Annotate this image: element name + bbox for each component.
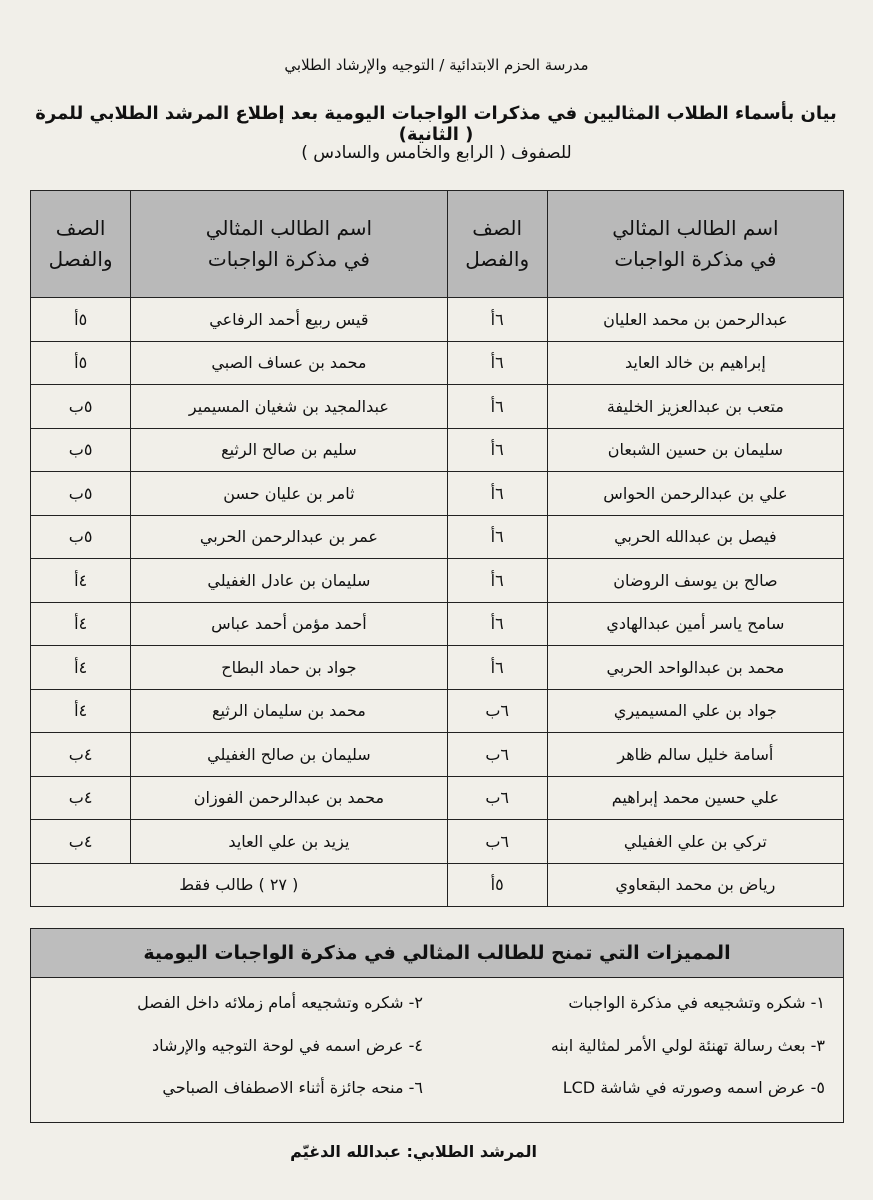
student-name-cell: إبراهيم بن خالد العايد	[547, 341, 843, 385]
counselor-signature: المرشد الطلابي: عبدالله الدغيّم	[290, 1142, 537, 1161]
table-row	[31, 646, 844, 690]
student-name-cell: سليمان بن صالح الغفيلي	[131, 733, 447, 777]
document-subtitle: للصفوف ( الرابع والخامس والسادس )	[301, 143, 572, 163]
student-name-cell: محمد بن عبدالرحمن الفوزان	[131, 776, 447, 820]
student-name-cell: جواد بن علي المسيميري	[547, 689, 843, 733]
student-class-cell: ٦أ	[447, 298, 547, 342]
student-name-cell: متعب بن عبدالعزيز الخليفة	[547, 385, 843, 429]
student-name-cell: عبدالرحمن بن محمد العليان	[547, 298, 843, 342]
student-class-cell: ٦ب	[447, 733, 547, 777]
student-name-cell: فيصل بن عبدالله الحربي	[547, 515, 843, 559]
column-header-line: في مذكرة الواجبات	[614, 247, 777, 271]
document-title: بيان بأسماء الطلاب المثاليين في مذكرات الواجبات اليومية بعد إطلاع المرشد الطلابي للمرة ( الثانية)	[35, 103, 837, 145]
student-class-cell: ٦أ	[447, 472, 547, 516]
table-row	[31, 820, 844, 864]
student-name-cell: علي حسين محمد إبراهيم	[547, 776, 843, 820]
student-class-cell: ٤أ	[31, 646, 131, 690]
student-class-cell: ٦أ	[447, 602, 547, 646]
column-header-line: اسم الطالب المثالي	[205, 216, 373, 240]
student-name-cell: عمر بن عبدالرحمن الحربي	[131, 515, 447, 559]
student-class-cell: ٦أ	[447, 515, 547, 559]
table-row	[31, 472, 844, 516]
feature-item: ٤- عرض اسمه في لوحة التوجيه والإرشاد	[151, 1036, 423, 1055]
table-row	[31, 776, 844, 820]
student-name-cell: أحمد مؤمن أحمد عباس	[131, 602, 447, 646]
student-name-cell: جواد بن حماد البطاح	[131, 646, 447, 690]
column-header-name-right	[547, 191, 843, 298]
table-row	[31, 559, 844, 603]
table-header-row	[31, 191, 844, 298]
student-class-cell: ٥أ	[31, 298, 131, 342]
column-header-line: الصف	[472, 216, 522, 240]
student-class-cell: ٥ب	[31, 515, 131, 559]
features-title: المميزات التي تمنح للطالب المثالي في مذكرة الواجبات اليومية	[30, 928, 844, 978]
column-header-line: والفصل	[465, 247, 530, 271]
student-class-cell: ٦أ	[447, 385, 547, 429]
student-class-cell: ٦ب	[447, 776, 547, 820]
student-name-cell: علي بن عبدالرحمن الحواس	[547, 472, 843, 516]
student-class-cell: ٤أ	[31, 689, 131, 733]
student-class-cell: ٥ب	[31, 385, 131, 429]
column-header-line: والفصل	[48, 247, 113, 271]
student-name-cell: أسامة خليل سالم ظاهر	[547, 733, 843, 777]
student-name-cell: يزيد بن علي العايد	[131, 820, 447, 864]
student-name-cell: عبدالمجيد بن شغيان المسيمير	[131, 385, 447, 429]
student-name-cell: قيس ربيع أحمد الرفاعي	[131, 298, 447, 342]
table-row	[31, 298, 844, 342]
column-header-class-right	[447, 191, 547, 298]
student-class-cell: ٤ب	[31, 733, 131, 777]
student-class-cell: ٦أ	[447, 559, 547, 603]
feature-item: ٥- عرض اسمه وصورته في شاشة LCD	[562, 1078, 825, 1097]
student-name-cell: رياض بن محمد البقعاوي	[547, 863, 843, 907]
student-name-cell: محمد بن عبدالواحد الحربي	[547, 646, 843, 690]
table-row	[31, 341, 844, 385]
table-row	[31, 385, 844, 429]
student-name-cell: سامح ياسر أمين عبدالهادي	[547, 602, 843, 646]
student-class-cell: ٦أ	[447, 341, 547, 385]
student-name-cell: تركي بن علي الغفيلي	[547, 820, 843, 864]
table-row	[31, 689, 844, 733]
total-count-cell: ( ٢٧ ) طالب فقط	[31, 863, 448, 907]
table-row	[31, 602, 844, 646]
student-name-cell: سليمان بن حسين الشبعان	[547, 428, 843, 472]
column-header-name-left	[131, 191, 447, 298]
students-table	[30, 190, 844, 907]
student-class-cell: ٦ب	[447, 689, 547, 733]
student-class-cell: ٦أ	[447, 428, 547, 472]
student-name-cell: سليم بن صالح الرثيع	[131, 428, 447, 472]
student-class-cell: ٥ب	[31, 428, 131, 472]
student-name-cell: سليمان بن عادل الغفيلي	[131, 559, 447, 603]
student-class-cell: ٦ب	[447, 820, 547, 864]
student-name-cell: ثامر بن عليان حسن	[131, 472, 447, 516]
features-list	[30, 978, 844, 1123]
column-header-class-left	[31, 191, 131, 298]
feature-item: ٣- بعث رسالة تهنئة لولي الأمر لمثالية ابنه	[550, 1036, 825, 1055]
student-class-cell: ٥ب	[31, 472, 131, 516]
feature-item: ٦- منحه جائزة أثناء الاصطفاف الصباحي	[162, 1078, 423, 1097]
column-header-line: اسم الطالب المثالي	[612, 216, 779, 240]
student-name-cell: صالح بن يوسف الروضان	[547, 559, 843, 603]
student-name-cell: محمد بن سليمان الرثيع	[131, 689, 447, 733]
table-row	[31, 733, 844, 777]
table-row	[31, 515, 844, 559]
feature-item: ٢- شكره وتشجيعه أمام زملائه داخل الفصل	[137, 993, 423, 1012]
student-class-cell: ٦أ	[447, 646, 547, 690]
table-row-last	[31, 863, 844, 907]
feature-item: ١- شكره وتشجيعه في مذكرة الواجبات	[568, 993, 825, 1012]
student-class-cell: ٤ب	[31, 776, 131, 820]
table-row	[31, 428, 844, 472]
column-header-line: الصف	[55, 216, 106, 240]
school-line: مدرسة الحزم الابتدائية / التوجيه والإرشاد الطلابي	[284, 56, 589, 74]
student-class-cell: ٤أ	[31, 602, 131, 646]
column-header-line: في مذكرة الواجبات	[207, 247, 370, 271]
student-class-cell: ٤ب	[31, 820, 131, 864]
student-class-cell: ٤أ	[31, 559, 131, 603]
student-class-cell: ٥أ	[31, 341, 131, 385]
student-name-cell: محمد بن عساف الصبي	[131, 341, 447, 385]
student-class-cell: ٥أ	[447, 863, 547, 907]
